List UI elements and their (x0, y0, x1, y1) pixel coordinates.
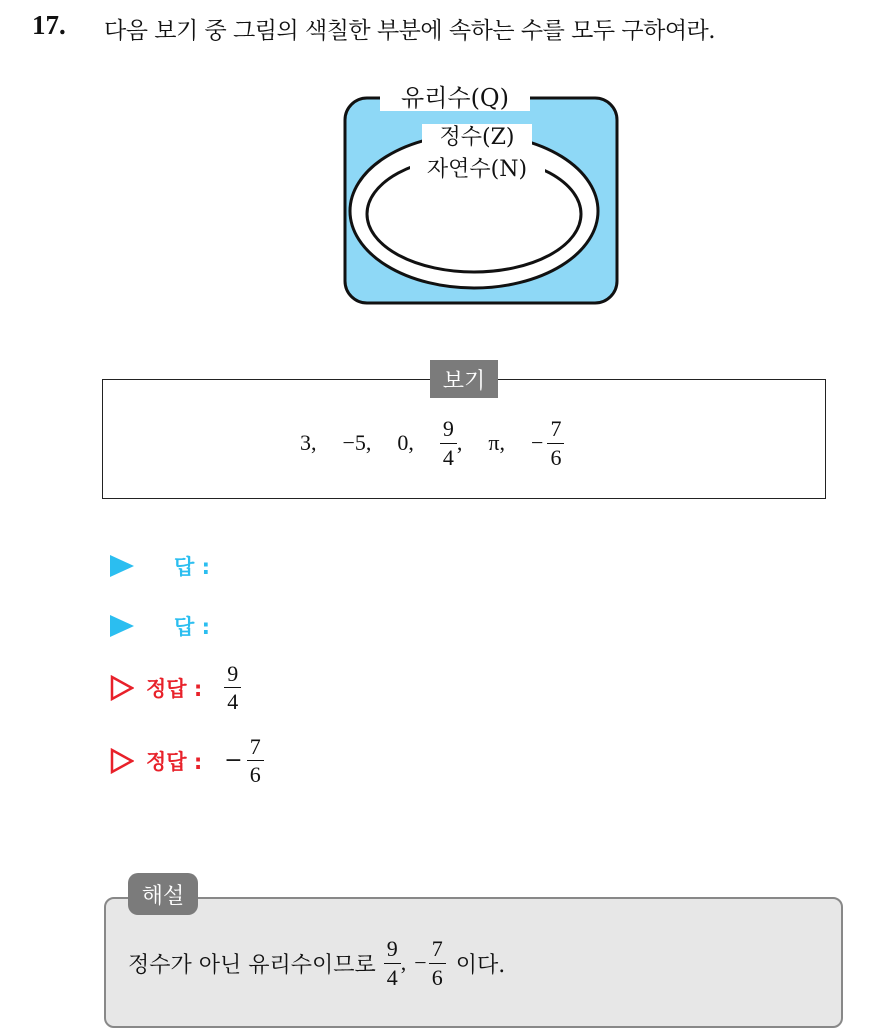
venn-diagram (330, 80, 630, 315)
play-triangle-icon (110, 615, 134, 637)
fraction: $\frac{9}{4}$ (384, 937, 401, 988)
bogi-item: 3, (300, 430, 317, 455)
correct-label: 정답 : (146, 676, 203, 701)
question-number: 17. (32, 10, 66, 40)
play-triangle-icon (110, 555, 134, 577)
answer-row[interactable] (110, 606, 210, 646)
correct-answer-row (110, 662, 241, 713)
answer-label: 답 : (174, 555, 210, 579)
solution-title: 해설 (128, 873, 198, 915)
correct-label: 정답 : (146, 749, 203, 774)
outline-triangle-icon (110, 675, 134, 701)
correct-value (224, 662, 241, 713)
fraction: $\frac{9}{4}$ (224, 662, 241, 713)
bogi-item: −5, (342, 430, 372, 455)
fraction: $\frac{7}{6}$ (547, 417, 564, 468)
fraction: $\frac{9}{4}$ (440, 417, 457, 468)
fraction: $\frac{7}{6}$ (429, 937, 446, 988)
answer-label: 답 : (174, 615, 210, 639)
bogi-item: 0, (397, 430, 414, 455)
bogi-item: π, (488, 430, 506, 455)
fraction: $\frac{7}{6}$ (247, 735, 264, 786)
bogi-item-list (300, 408, 564, 478)
outline-triangle-icon (110, 748, 134, 774)
rational-set-label: 유리수(Q) (401, 84, 509, 112)
correct-answer-row (110, 735, 264, 786)
solution-text: 정수가 아닌 유리수이므로 $\frac{9}{4}$ , − $\frac{7}{6}$ 이다. (128, 936, 506, 990)
natural-set-label: 자연수(N) (426, 157, 528, 182)
correct-value: − $\frac{7}{6}$ (224, 735, 263, 786)
question-text: 다음 보기 중 그림의 색칠한 부분에 속하는 수를 모두 구하여라. (104, 18, 716, 44)
bogi-item-fraction: − $\frac{7}{6}$ (531, 417, 564, 468)
bogi-item-fraction: $\frac{9}{4}$ , (440, 417, 463, 468)
integer-set-label: 정수(Z) (439, 125, 515, 150)
bogi-title: 보기 (430, 360, 498, 398)
solution-suffix: 이다. (455, 952, 506, 978)
solution-prefix: 정수가 아닌 유리수이므로 (128, 952, 376, 978)
answer-row[interactable] (110, 546, 210, 586)
